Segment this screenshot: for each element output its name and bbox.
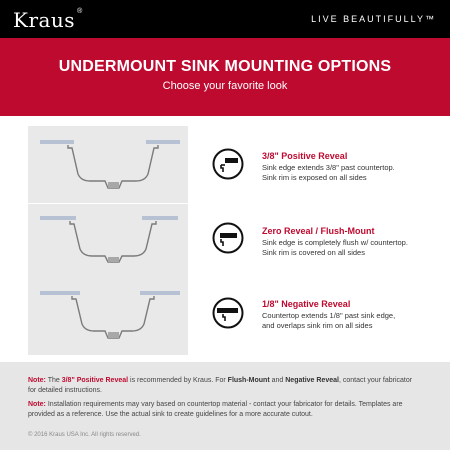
kraus-logo[interactable] (13, 8, 83, 32)
negative-reveal-title: 1/8" Negative Reveal (262, 299, 351, 309)
page-title: UNDERMOUNT SINK MOUNTING OPTIONS (58, 58, 392, 75)
zero-reveal-diagram (28, 204, 188, 281)
note-highlight-flush: Flush-Mount (227, 377, 270, 384)
zero-reveal-desc-2: Sink rim is covered on all sides (262, 248, 365, 257)
note-highlight-negative: Negative Reveal (285, 377, 339, 384)
notes-section (0, 362, 450, 450)
note-label: Note: (28, 401, 46, 408)
note-text: provided as a reference. Use the actual sink to create guidelines for a more accurate cutout. (28, 411, 313, 418)
zero-reveal-desc-1: Sink edge is completely flush w/ countertop. (262, 238, 408, 247)
negative-reveal-desc-2: and overlaps sink rim on all sides (262, 321, 373, 330)
note-installation (28, 400, 428, 420)
note-text: is recommended by Kraus. For (128, 377, 228, 384)
negative-reveal-desc-1: Countertop extends 1/8" past sink edge, (262, 311, 396, 320)
logo-text: Kraus (13, 8, 76, 32)
note-highlight-positive: 3/8" Positive Reveal (61, 377, 129, 384)
page-subtitle: Choose your favorite look (162, 80, 288, 92)
note-text: The (45, 377, 62, 384)
tagline: LIVE BEAUTIFULLY™ (311, 14, 436, 24)
positive-reveal-title: 3/8" Positive Reveal (262, 151, 348, 161)
note-label: Note: (28, 377, 46, 384)
zero-reveal-title: Zero Reveal / Flush-Mount (262, 226, 375, 236)
positive-reveal-diagram (28, 126, 188, 203)
note-text: Installation requirements may vary based on countertop material - contact your fabricator for details. Templates are (45, 401, 403, 408)
note-text: for detailed instructions. (28, 387, 102, 394)
hero-banner (0, 38, 450, 116)
negative-reveal-diagram (28, 278, 188, 355)
positive-reveal-desc-1: Sink edge extends 3/8" past countertop. (262, 163, 395, 172)
zero-reveal-icon (212, 222, 244, 254)
positive-reveal-icon (212, 148, 244, 180)
logo-registered-mark: ® (77, 8, 83, 15)
top-bar (0, 0, 450, 38)
negative-reveal-icon (212, 297, 244, 329)
copyright: © 2016 Kraus USA Inc. All rights reserved. (28, 432, 141, 438)
positive-reveal-desc-2: Sink rim is exposed on all sides (262, 173, 367, 182)
note-text: , contact your fabricator (338, 377, 413, 384)
note-recommendation (28, 376, 428, 396)
note-text: and (269, 377, 286, 384)
